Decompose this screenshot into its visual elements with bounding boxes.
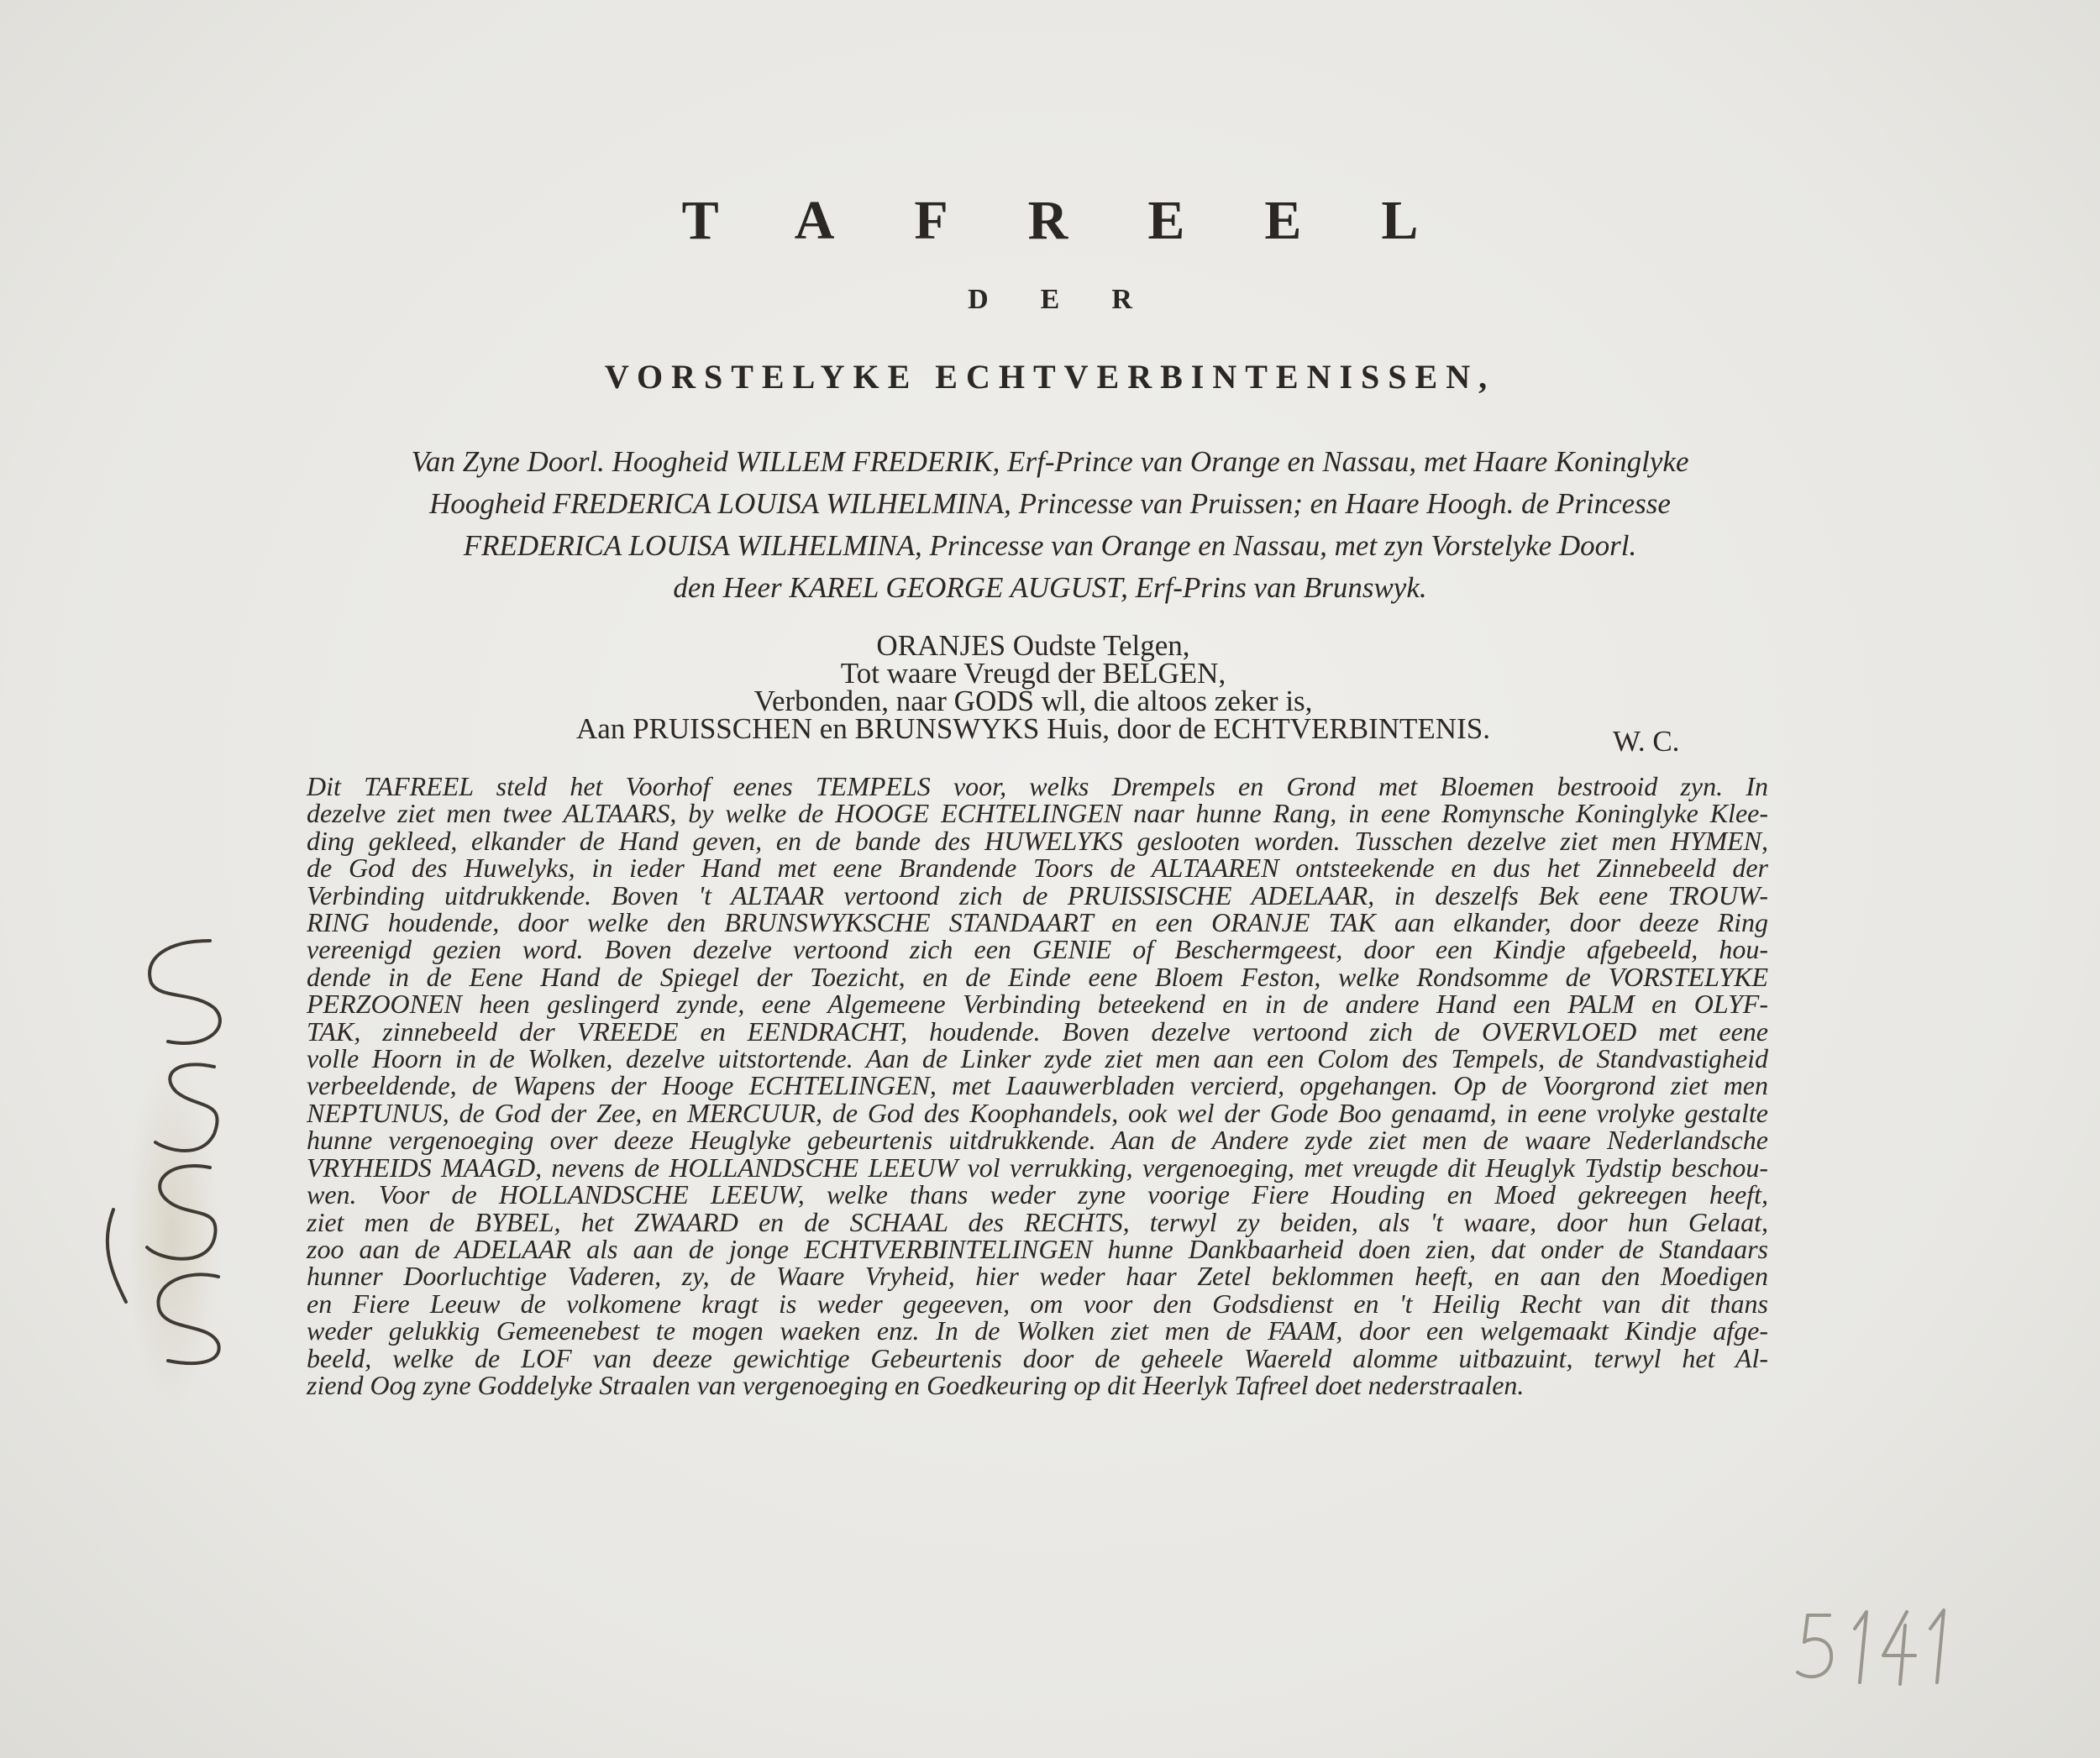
- document-subtitle: DER: [968, 284, 1184, 315]
- body-line: wen. Voor de HOLLANDSCHE LEEUW, welke thans weder zyne voorige Fiere Houding en Moed gekreegen heeft,: [307, 1179, 1768, 1210]
- verse-block: [487, 629, 1579, 745]
- body-line: NEPTUNUS, de God der Zee, en MERCUUR, de God des Koophandels, ook wel der Gode Boo genaamd, in eene vrolyke gestalte: [307, 1097, 1768, 1128]
- pencil-inventory-number-5141: [1789, 1600, 1957, 1692]
- body-line: PERZOONEN heen geslingerd zynde, eene Algemeene Verbinding beteekend en in de andere Hand een PALM en OLYF-: [307, 989, 1768, 1020]
- handwritten-number-5162: [42, 907, 260, 1378]
- body-line: verbeeldende, de Wapens der Hooge ECHTELINGEN, met Laauwerbladen vercierd, opgehangen. Op de Voorgrond ziet men: [307, 1070, 1768, 1101]
- body-line: volle Hoorn in de Wolken, dezelve uitstortende. Aan de Linker zyde ziet men aan een Colom des Tempels, de Standvastigheid: [307, 1043, 1768, 1074]
- body-line: weder gelukkig Gemeenebest te mogen waeken enz. In de Wolken ziet men de FAAM, door een welgemaakt Kindje afge-: [307, 1315, 1768, 1346]
- verse-line: ORANJES Oudste Telgen,: [876, 629, 1190, 662]
- body-line: de God des Huwelyks, in ieder Hand met eene Brandende Toors de ALTAAREN ontsteekende en dus het Zinnebeeld der: [307, 853, 1768, 884]
- body-line: dende in de Eene Hand de Spiegel der Toezicht, en de Einde eene Bloem Feston, welke Rondsomme de VORSTELYKE: [307, 961, 1768, 992]
- body-line: VRYHEIDS MAAGD, nevens de HOLLANDSCHE LEEUW vol verrukking, vergenoeging, met vreugde dit Heuglyk Tydstip beschou-: [307, 1152, 1768, 1183]
- body-line: hunner Doorluchtige Vaderen, zy, de Waare Vryheid, hier weder haar Zetel beklommen heeft, en aan den Moedigen: [307, 1261, 1768, 1292]
- dedication-paragraph: [319, 441, 1781, 609]
- verse-line: Tot waare Vreugd der BELGEN,: [840, 657, 1226, 690]
- body-line: ziet men de BYBEL, het ZWAARD en de SCHAAL des RECHTS, terwyl zy beiden, als 't waare, door hun Gelaat,: [307, 1206, 1768, 1237]
- body-line: hunne vergenoeging over deeze Heuglyke gebeurtenis uitdrukkende. Aan de Andere zyde ziet men de waare Nederlandsche: [307, 1125, 1768, 1156]
- body-line: dezelve ziet men twee ALTAARS, by welke de HOOGE ECHTELINGEN naar hunne Rang, in eene Romynsche Koninglyke Klee-: [307, 798, 1768, 829]
- description-paragraph: [307, 773, 1768, 1399]
- verse-line: Verbonden, naar GODS wll, die altoos zeker is,: [753, 685, 1313, 717]
- body-line: en Fiere Leeuw de volkomene kragt is weder gegeeven, om voor den Godsdienst en 't Heilig Recht van dit thans: [307, 1288, 1768, 1319]
- body-line: Verbinding uitdrukkende. Boven 't ALTAAR vertoond zich de PRUISSISCHE ADELAAR, in deszelfs Bek eene TROUW-: [307, 879, 1768, 910]
- body-line: RING houdende, door welke den BRUNSWYKSCHE STANDAART en een ORANJE TAK aan elkander, door deeze Ring: [307, 907, 1768, 938]
- body-line: ding gekleed, elkander de Hand geven, en de bande des HUWELYKS geslooten worden. Tusschen dezelve ziet men HYMEN,: [307, 825, 1768, 856]
- dedication-line: den Heer KAREL GEORGE AUGUST, Erf-Prins van Brunswyk.: [673, 571, 1427, 604]
- document-title: TAFREEL: [681, 190, 1499, 251]
- dedication-line: Hoogheid FREDERICA LOUISA WILHELMINA, Princesse van Pruissen; en Haare Hoogh. de Princesse: [429, 487, 1671, 520]
- dedication-line: FREDERICA LOUISA WILHELMINA, Princesse van Orange en Nassau, met zyn Vorstelyke Doorl.: [463, 529, 1637, 562]
- body-line: vereenigd gezien word. Boven dezelve vertoond zich een GENIE of Beschermgeest, door een Kindje afgebeeld, hou-: [307, 934, 1768, 965]
- body-line: TAK, zinnebeeld der VREEDE en EENDRACHT, houdende. Boven dezelve vertoond zich de OVERVLOED met eene: [307, 1015, 1768, 1047]
- verse-line: Aan PRUISSCHEN en BRUNSWYKS Huis, door de ECHTVERBINTENIS.: [576, 712, 1490, 745]
- body-line: Dit TAFREEL steld het Voorhof eenes TEMPELS voor, welks Drempels en Grond met Bloemen bestrooid zyn. In: [307, 771, 1768, 801]
- author-initials: W. C.: [1613, 725, 1680, 758]
- body-line: ziend Oog zyne Goddelyke Straalen van vergenoeging en Goedkeuring op dit Heerlyk Tafreel doet nederstraalen.: [307, 1369, 1525, 1400]
- dedication-line: Van Zyne Doorl. Hoogheid WILLEM FREDERIK, Erf-Prince van Orange en Nassau, met Haare Koninglyke: [411, 445, 1689, 478]
- body-line: beeld, welke de LOF van deeze gewichtige Gebeurtenis door de geheele Waereld alomme uitbazuint, terwyl het Al-: [307, 1342, 1768, 1373]
- body-line: zoo aan de ADELAAR als aan de jonge ECHTVERBINTELINGEN hunne Dankbaarheid doen zien, dat onder de Standaars: [307, 1233, 1768, 1264]
- document-heading: VORSTELYKE ECHTVERBINTENISSEN,: [604, 358, 1496, 396]
